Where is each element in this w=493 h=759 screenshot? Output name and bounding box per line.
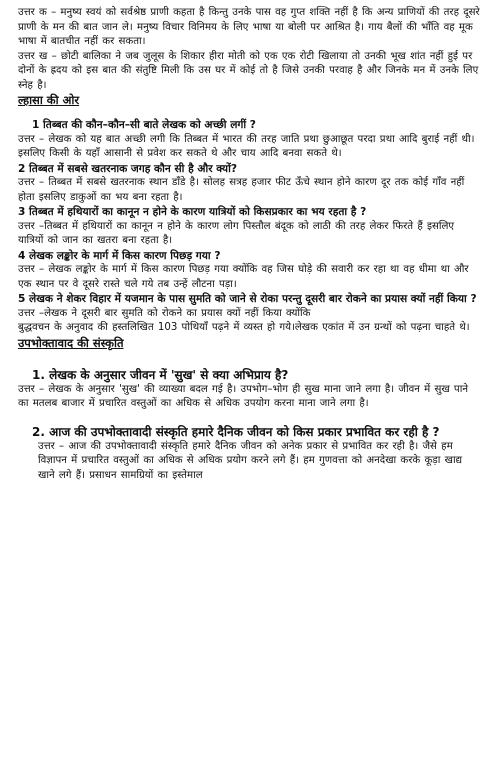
section-heading-lhasa: ल्हासा की ओर: [18, 93, 80, 107]
answer-1: उत्तर – लेखक को यह बात अच्छी लगी कि तिब्बत में भारत की तरह जाति प्रथा छुआछूत परदा प्रथा आदि बुराई नहीं थी। इसलिए किसी के यहाँ आसानी से प्रवेश कर सकते थे और चाय आदि बनवा सकते थे।: [18, 133, 475, 159]
answer-4: उत्तर – लेखक लङ्कोर के मार्ग में किस कारण पिछड़ गया क्योंकि वह जिस घोड़े की सवारी कर रहा था वह धीमा था और एक स्थान पर वे दूसरे रास्ते चले गये तब उन्हें लौटना पड़ा।: [18, 264, 469, 290]
section-heading-consumerism: उपभोक्तावाद की संस्कृति: [18, 335, 124, 350]
answer-5-continued: बुद्धवचन के अनुवाद की हस्तलिखित 103 पोथियाँ पढ़ने में व्यस्त हो गये।लेखक एकांत में उन ग्रन्थों को पढ़ना चाहते थे।: [18, 322, 470, 333]
answer-5: उत्तर –लेखक ने दूसरी बार सुमति को रोकने का प्रयास क्यों नहीं किया क्योंकि: [18, 307, 311, 319]
answer-3: उत्तर –तिब्बत में हथियारों का कानून न होने के कारण लोग पिस्तौल बंदूक को लाठी की तरह लेकर फिरते हैं इसलिए यात्रियों को जान का खतरा बना रहता है।: [18, 220, 455, 246]
document-page: [18, 6, 480, 483]
question-4: 4 लेखक लङ्कोर के मार्ग में किस कारण पिछड़ गया ?: [18, 249, 221, 262]
answer-2: उत्तर – तिब्बत में सबसे खतरनाक स्थान डाँडे है। सोलह सत्रह हजार फीट ऊँचे स्थान होने कारण दूर तक कोई गाँव नहीं होता इसलिए डाकुओं का भय बना रहता है।: [18, 177, 465, 203]
question-5: 5 लेखक ने शेकर विहार में यजमान के पास सुमति को जाने से रोका परन्तु दूसरी बार रोकने का प्रयास क्यों नहीं किया ?: [18, 293, 477, 305]
question-3: 3 तिब्बत में हथियारों का कानून न होने के कारण यात्रियों को किसप्रकार का भय रहता है ?: [18, 206, 367, 218]
question-2: 2 तिब्बत में सबसे खतरनाक जगह कौन सी है और क्यों?: [18, 162, 237, 175]
answer-consumerism-2: उत्तर – आज की उपभोक्तावादी संस्कृति हमारे दैनिक जीवन को अनेक प्रकार से प्रभावित कर रही है। जैसे हम विज्ञापन में प्रचारित वस्तुओं का अधिक से अधिक प्रयोग करने लगे हैं। हम गुणवत्ता को अनदेखा करके कूड़ा खाद्य खाने लगे हैं। प्रसाधन सामग्रियों का इस्तेमाल: [38, 440, 463, 481]
question-consumerism-1: 1. लेखक के अनुसार जीवन में 'सुख' से क्या अभिप्राय है?: [32, 367, 289, 382]
answer-consumerism-1: उत्तर – लेखक के अनुसार 'सुख' की व्याख्या बदल गई है। उपभोग–भोग ही सुख माना जाने लगा है। जीवन में सुख पाने का मतलब बाजार में प्रचारित वस्तुओं का अधिक से अधिक उपयोग करना माना जाने लगा है।: [18, 383, 469, 409]
question-1: 1 तिब्बत की कौन–कौन–सी बाते लेखक को अच्छी लगीं ?: [32, 119, 256, 131]
answer-kha: उत्तर ख – छोटी बालिका ने जब जुलूस के शिकार हीरा मोती को एक एक रोटी खिलाया तो उनकी भूख शांत नहीं हुई पर दोनों के ह्रदय को इस बात की संतुष्टि मिली कि उस घर में कोई तो है जिसे उनकी परवाह है और जिनके मन में उनके लिए स्नेह है।: [18, 50, 479, 91]
answer-ka: उत्तर क – मनुष्य स्वयं को सर्वश्रेष्ठ प्राणी कहता है किन्तु उनके पास वह गुप्त शक्ति नहीं है कि अन्य प्राणियों की तरह दूसरे प्राणी के मन की बात जान ले। मनुष्य विचार विनिमय के लिए भाषा या बोली पर आश्रित है। गाय बैलों की भाँति वह मूक भाषा में बातचीत नहीं कर सकता।: [18, 7, 480, 47]
question-consumerism-2: 2. आज की उपभोक्तावादी संस्कृति हमारे दैनिक जीवन को किस प्रकार प्रभावित कर रही है ?: [32, 424, 440, 439]
